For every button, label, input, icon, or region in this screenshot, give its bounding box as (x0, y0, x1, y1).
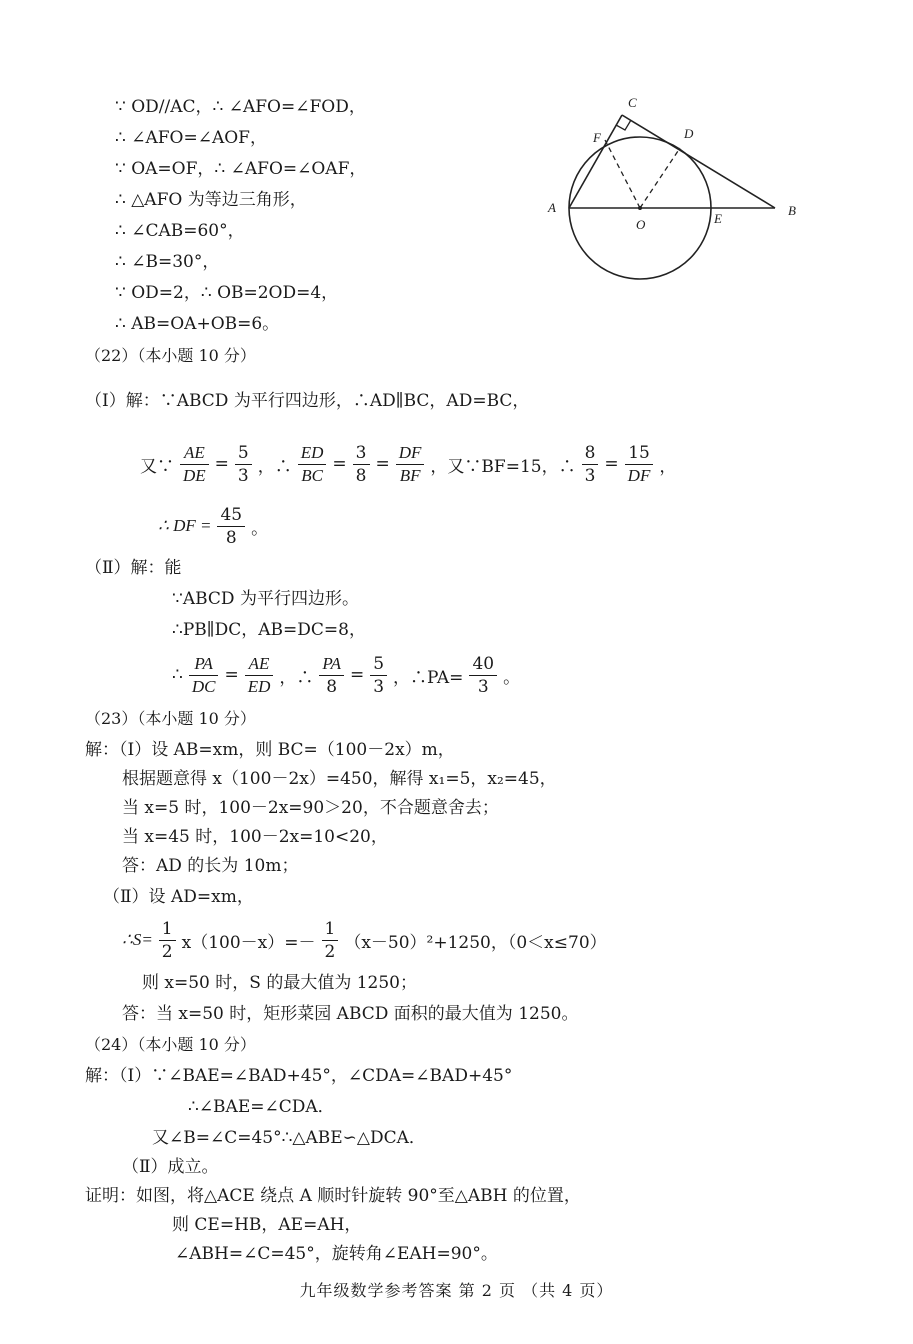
q23-l9: 答：当 x=50 时，矩形菜园 ABCD 面积的最大值为 1250。 (122, 1004, 579, 1024)
q22-p2-l1: ∵ABCD 为平行四边形。 (172, 589, 359, 609)
q22-p2-l2: ∴PB∥DC，AB=DC=8， (172, 620, 366, 640)
q22-sep2: ，∴ (279, 667, 314, 688)
frac-40-3: $\frac{40}{3}$ (469, 653, 497, 698)
q22-pa-line: ∴ $\frac{PA}{DC}$ = $\frac{AE}{ED}$ ，∴ $\frac{PA}{8}$ = $\frac{5}{3}$ ，∴PA= $\frac{40}{3}$ 。 (172, 653, 521, 697)
s21-line-3: ∵ OA=OF，∴ ∠AFO=∠OAF， (115, 159, 367, 179)
q23-l1: 解：（Ⅰ）设 AB=xm，则 BC=（100－2x）m， (85, 740, 455, 760)
q22-p1-lead: （Ⅰ）解：∵ABCD 为平行四边形，∴AD∥BC，AD=BC， (85, 391, 530, 411)
s21-line-4: ∴ △AFO 为等边三角形， (115, 190, 307, 210)
label-e: E (714, 211, 722, 226)
line-of (605, 140, 640, 208)
label-a: A (548, 200, 556, 215)
q22-you: 又∵ (140, 456, 174, 477)
frac-5-3: $\frac{5}{3}$ (235, 442, 252, 487)
s21-line-2: ∴ ∠AFO=∠AOF， (115, 128, 267, 148)
q22-mid: ，又∵BF=15，∴ (430, 456, 576, 477)
q23-l2: 根据题意得 x（100－2x）=450，解得 x₁=5，x₂=45， (122, 769, 557, 789)
q24-l3: 又∠B=∠C=45°∴△ABE∽△DCA． (152, 1128, 426, 1148)
page-footer: 九年级数学参考答案 第 2 页 （共 4 页） (299, 1281, 614, 1300)
q24-l5: 证明：如图，将△ACE 绕点 A 顺时针旋转 90°至△ABH 的位置， (85, 1186, 581, 1206)
frac-ae-de: $\frac{AE}{DE}$ (180, 442, 209, 487)
q23-l4: 当 x=45 时，100－2x=10<20， (122, 827, 388, 847)
line-od (640, 148, 680, 208)
q23-l6: （Ⅱ）设 AD=xm， (103, 887, 254, 907)
q24-l7: ∠ABH=∠C=45°，旋转角∠EAH=90°。 (175, 1244, 498, 1264)
frac-8-3: $\frac{8}{3}$ (582, 442, 599, 487)
q23-s-end: （x－50）²+1250，（0＜x≤70） (344, 932, 607, 953)
q22-end1: ， (659, 456, 677, 477)
geometry-figure (530, 85, 820, 285)
line-cb (622, 115, 775, 208)
q23-header: （23）（本小题 10 分） (85, 709, 256, 728)
q22-df-end: 。 (251, 518, 269, 539)
frac-1-2: $\frac{1}{2}$ (159, 918, 176, 963)
label-f: F (593, 130, 601, 145)
frac-pa-dc: $\frac{PA}{DC}$ (189, 653, 219, 698)
q22-ratio-line: 又∵ $\frac{AE}{DE}$ = $\frac{5}{3}$ ，∴ $\frac{ED}{BC}$ = $\frac{3}{8}$ = $\frac{DF}{BF}$ ，又∵BF=15，∴ $\frac{8}{3}$ = $\frac{15}{DF}$ ， (140, 442, 677, 486)
q22-df-lead: ∴ DF = (158, 516, 212, 535)
frac-3-8: $\frac{3}{8}$ (353, 442, 370, 487)
q22-p2-lead: （Ⅱ）解：能 (85, 558, 182, 578)
q22-end2: 。 (503, 667, 521, 688)
label-o: O (636, 217, 646, 232)
q23-s-line (122, 913, 607, 967)
frac-df-bf: $\frac{DF}{BF}$ (396, 442, 425, 487)
q23-l5: 答：AD 的长为 10m； (122, 856, 299, 876)
q23-s-lead: ∴S= (122, 930, 153, 949)
s21-line-1: ∵ OD//AC，∴ ∠AFO=∠FOD， (115, 97, 366, 117)
frac-45-8: $\frac{45}{8}$ (217, 504, 245, 549)
point-o (638, 206, 642, 210)
q24-l6: 则 CE=HB，AE=AH， (172, 1215, 362, 1235)
q22-therefore: ∴ (172, 665, 183, 685)
label-b: B (788, 203, 796, 218)
frac-ae-ed: $\frac{AE}{ED}$ (245, 653, 274, 698)
q22-df-line (158, 500, 268, 552)
frac-15-df: $\frac{15}{DF}$ (625, 442, 654, 487)
label-c: C (628, 95, 637, 110)
q23-s-mid: x（100－x）=－ (181, 932, 316, 953)
frac-ed-bc: $\frac{ED}{BC}$ (298, 442, 327, 487)
q22-header: （22）（本小题 10 分） (85, 346, 256, 365)
label-d: D (684, 126, 694, 141)
q24-l1: 解：（Ⅰ）∵∠BAE=∠BAD+45°，∠CDA=∠BAD+45° (85, 1066, 513, 1086)
s21-line-5: ∴ ∠CAB=60°， (115, 221, 245, 241)
q22-sep1: ，∴ (257, 456, 292, 477)
line-ac (569, 115, 622, 208)
s21-line-6: ∴ ∠B=30°， (115, 252, 220, 272)
s21-line-8: ∴ AB=OA+OB=6。 (115, 314, 280, 334)
q24-l4: （Ⅱ）成立。 (122, 1157, 219, 1177)
frac-1-2b: $\frac{1}{2}$ (322, 918, 339, 963)
frac-5-3b: $\frac{5}{3}$ (370, 653, 387, 698)
q22-sep3: ，∴PA= (393, 667, 464, 688)
q24-l2: ∴∠BAE=∠CDA． (188, 1097, 335, 1117)
s21-line-7: ∵ OD=2，∴ OB=2OD=4， (115, 283, 339, 303)
q23-l8: 则 x=50 时，S 的最大值为 1250； (142, 973, 417, 993)
q24-header: （24）（本小题 10 分） (85, 1035, 256, 1054)
frac-pa-8: $\frac{PA}{8}$ (319, 653, 344, 698)
q23-l3: 当 x=5 时，100－2x=90＞20，不合题意舍去； (122, 798, 499, 818)
